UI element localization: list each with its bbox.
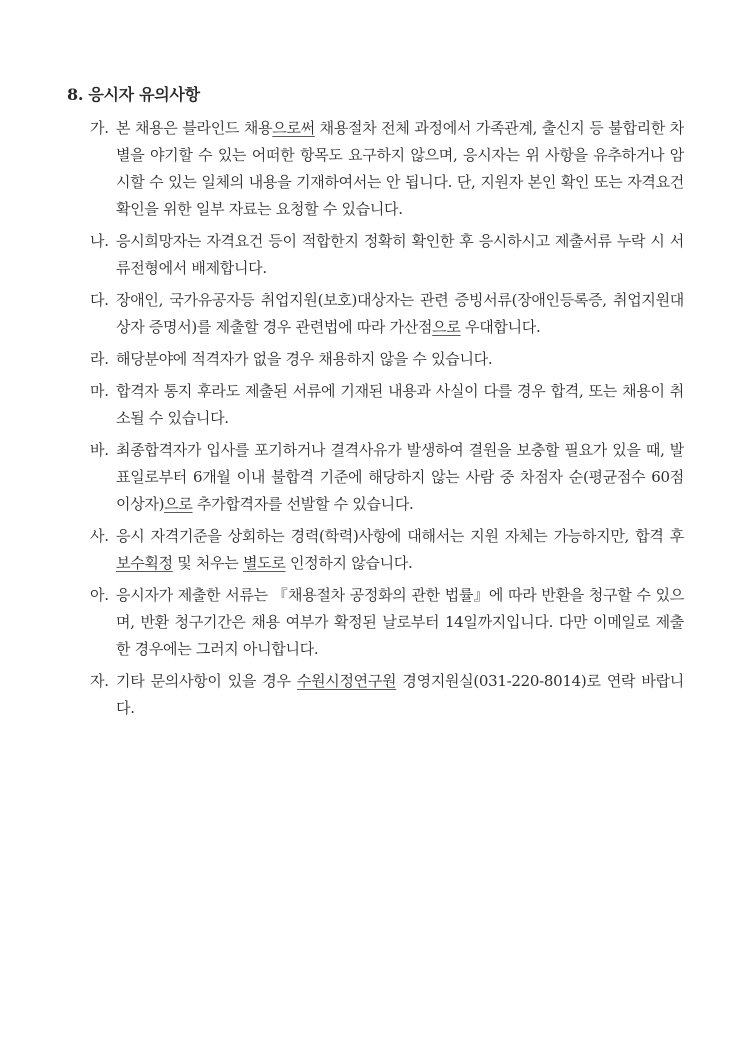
notice-item-text: 해당분야에 적격자가 없을 경우 채용하지 않을 수 있습니다. (116, 350, 493, 368)
notice-item-label: 아. (90, 586, 109, 604)
notice-item-text: 응시자가 제출한 서류는 『채용절차 공정화의 관한 법률』에 따라 반환을 청구할 수 있으며, 반환 청구기간은 채용 여부가 확정된 날로부터 14일까지입니다. 다만 이메일로 제출한 경우에는 그러지 아니합니다. (116, 586, 684, 658)
notice-item-na (67, 228, 684, 282)
notice-item-text: 합격자 통지 후라도 제출된 서류에 기재된 내용과 사실이 다를 경우 합격, 또는 채용이 취소될 수 있습니다. (116, 382, 684, 427)
notice-item-sa (67, 523, 684, 577)
notice-item-label: 다. (90, 291, 109, 309)
notice-item-label: 가. (90, 119, 109, 137)
notice-item-ma (67, 378, 684, 432)
notice-item-label: 마. (90, 382, 109, 400)
notice-item-a (67, 582, 684, 663)
notice-item-label: 라. (90, 350, 109, 368)
notice-item-label: 나. (90, 232, 109, 250)
notice-item-text: 기타 문의사항이 있을 경우 수원시정연구원 경영지원실(031-220-8014)로 연락 바랍니다. (116, 672, 684, 717)
notice-item-ja (67, 668, 684, 722)
notice-item-text: 최종합격자가 입사를 포기하거나 결격사유가 발생하여 결원을 보충할 필요가 있을 때, 발표일로부터 6개월 이내 불합격 기준에 해당하지 않는 사람 중 차점자 순(평균점수 60점 이상자)으로 추가합격자를 선발할 수 있습니다. (116, 441, 684, 513)
notice-item-text: 응시 자격기준을 상회하는 경력(학력)사항에 대해서는 지원 자체는 가능하지만, 합격 후 보수획정 및 처우는 별도로 인정하지 않습니다. (116, 527, 684, 572)
notice-item-ba (67, 437, 684, 518)
section-title: 8. 응시자 유의사항 (67, 85, 200, 104)
notice-item-text: 본 채용은 블라인드 채용으로써 채용절차 전체 과정에서 가족관계, 출신지 등 불합리한 차별을 야기할 수 있는 어떠한 항목도 요구하지 않으며, 응시자는 위 사항을 유추하거나 암시할 수 있는 일체의 내용을 기재하여서는 안 됩니다. 단, 지원자 본인 확인 또는 자격요건 확인을 위한 일부 자료는 요청할 수 있습니다. (116, 119, 684, 218)
document-content (67, 84, 684, 727)
notice-item-da (67, 287, 684, 341)
notice-item-label: 사. (90, 527, 109, 545)
notice-item-label: 바. (90, 441, 109, 459)
notice-item-label: 자. (90, 672, 109, 690)
notice-item-text: 장애인, 국가유공자등 취업지원(보호)대상자는 관련 증빙서류(장애인등록증, 취업지원대상자 증명서)를 제출할 경우 관련법에 따라 가산점으로 우대합니다. (116, 291, 684, 336)
notice-item-ra (67, 346, 684, 373)
notice-item-ga (67, 115, 684, 223)
notice-item-text: 응시희망자는 자격요건 등이 적합한지 정확히 확인한 후 응시하시고 제출서류 누락 시 서류전형에서 배제합니다. (116, 232, 684, 277)
